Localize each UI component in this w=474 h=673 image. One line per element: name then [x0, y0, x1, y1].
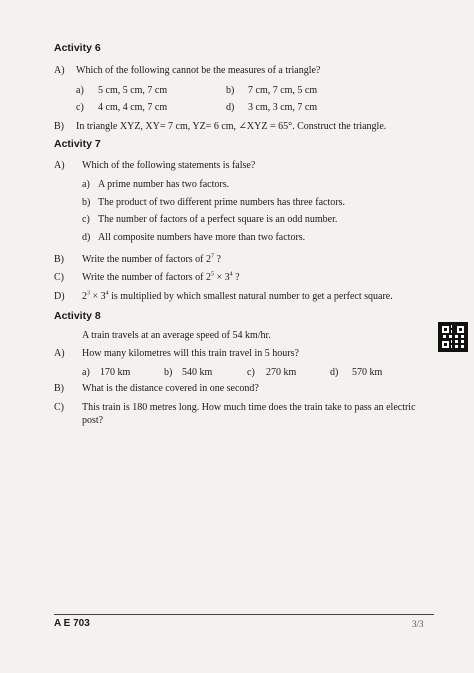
option-label: a) — [76, 85, 84, 96]
option-label: a) — [82, 179, 90, 190]
qr-code-icon — [440, 324, 466, 350]
option-text: 570 km — [352, 367, 383, 378]
question-text: In triangle XYZ, XY= 7 cm, YZ= 6 cm, ∠XYZ = 65°. Construct the triangle. — [76, 121, 387, 132]
activity-6-heading: Activity 6 — [54, 42, 101, 54]
option-label: a) — [82, 367, 90, 378]
option-text: 4 cm, 4 cm, 7 cm — [98, 102, 168, 113]
option-text: The product of two different prime numbers has three factors. — [98, 197, 345, 208]
question-label: D) — [54, 291, 65, 302]
option-text: All composite numbers have more than two factors. — [98, 232, 306, 243]
question-label: B) — [54, 254, 64, 265]
question-label: A) — [54, 348, 65, 359]
activity-8-heading: Activity 8 — [54, 310, 101, 322]
question-text: Write the number of factors of $2^7$ ? — [82, 253, 221, 265]
option-label: b) — [82, 197, 91, 208]
question-text: Write the number of factors of $2^5 \times 3^4$ ? — [82, 271, 240, 283]
option-text: A prime number has two factors. — [98, 179, 230, 190]
option-text: The number of factors of a perfect square is an odd number. — [98, 214, 338, 225]
option-label: b) — [164, 367, 173, 378]
option-text: 3 cm, 3 cm, 7 cm — [248, 102, 318, 113]
option-text: 5 cm, 5 cm, 7 cm — [98, 85, 168, 96]
question-label: B) — [54, 383, 64, 394]
question-text: Which of the following statements is false? — [82, 160, 256, 171]
question-text: Which of the following cannot be the measures of a triangle? — [76, 65, 321, 76]
option-label: d) — [82, 232, 91, 243]
option-text: 270 km — [266, 367, 297, 378]
question-label: C) — [54, 402, 64, 413]
footer-code: A E 703 — [54, 618, 90, 629]
option-label: b) — [226, 85, 235, 96]
option-text: 7 cm, 7 cm, 5 cm — [248, 85, 318, 96]
question-label: A) — [54, 160, 65, 171]
page-number: 3/3 — [412, 619, 424, 629]
option-text: 170 km — [100, 367, 131, 378]
option-label: c) — [82, 214, 90, 225]
option-label: c) — [247, 367, 255, 378]
question-text: How many kilometres will this train travel in 5 hours? — [82, 348, 299, 359]
footer-divider — [54, 614, 434, 615]
question-text: What is the distance covered in one second? — [82, 383, 259, 394]
intro-text: A train travels at an average speed of 54 km/hr. — [82, 330, 271, 341]
question-label: C) — [54, 272, 64, 283]
option-text: 540 km — [182, 367, 213, 378]
question-text: $2^3 \times 3^4$ is multiplied by which smallest natural number to get a perfect square. — [82, 290, 393, 302]
option-label: d) — [226, 102, 235, 113]
question-label: B) — [54, 121, 64, 132]
question-text: This train is 180 metres long. How much time does the train take to pass an electric — [82, 402, 416, 413]
option-label: d) — [330, 367, 339, 378]
activity-7-heading: Activity 7 — [54, 138, 101, 150]
option-label: c) — [76, 102, 84, 113]
question-label: A) — [54, 65, 65, 76]
question-text-continued: post? — [82, 415, 104, 426]
